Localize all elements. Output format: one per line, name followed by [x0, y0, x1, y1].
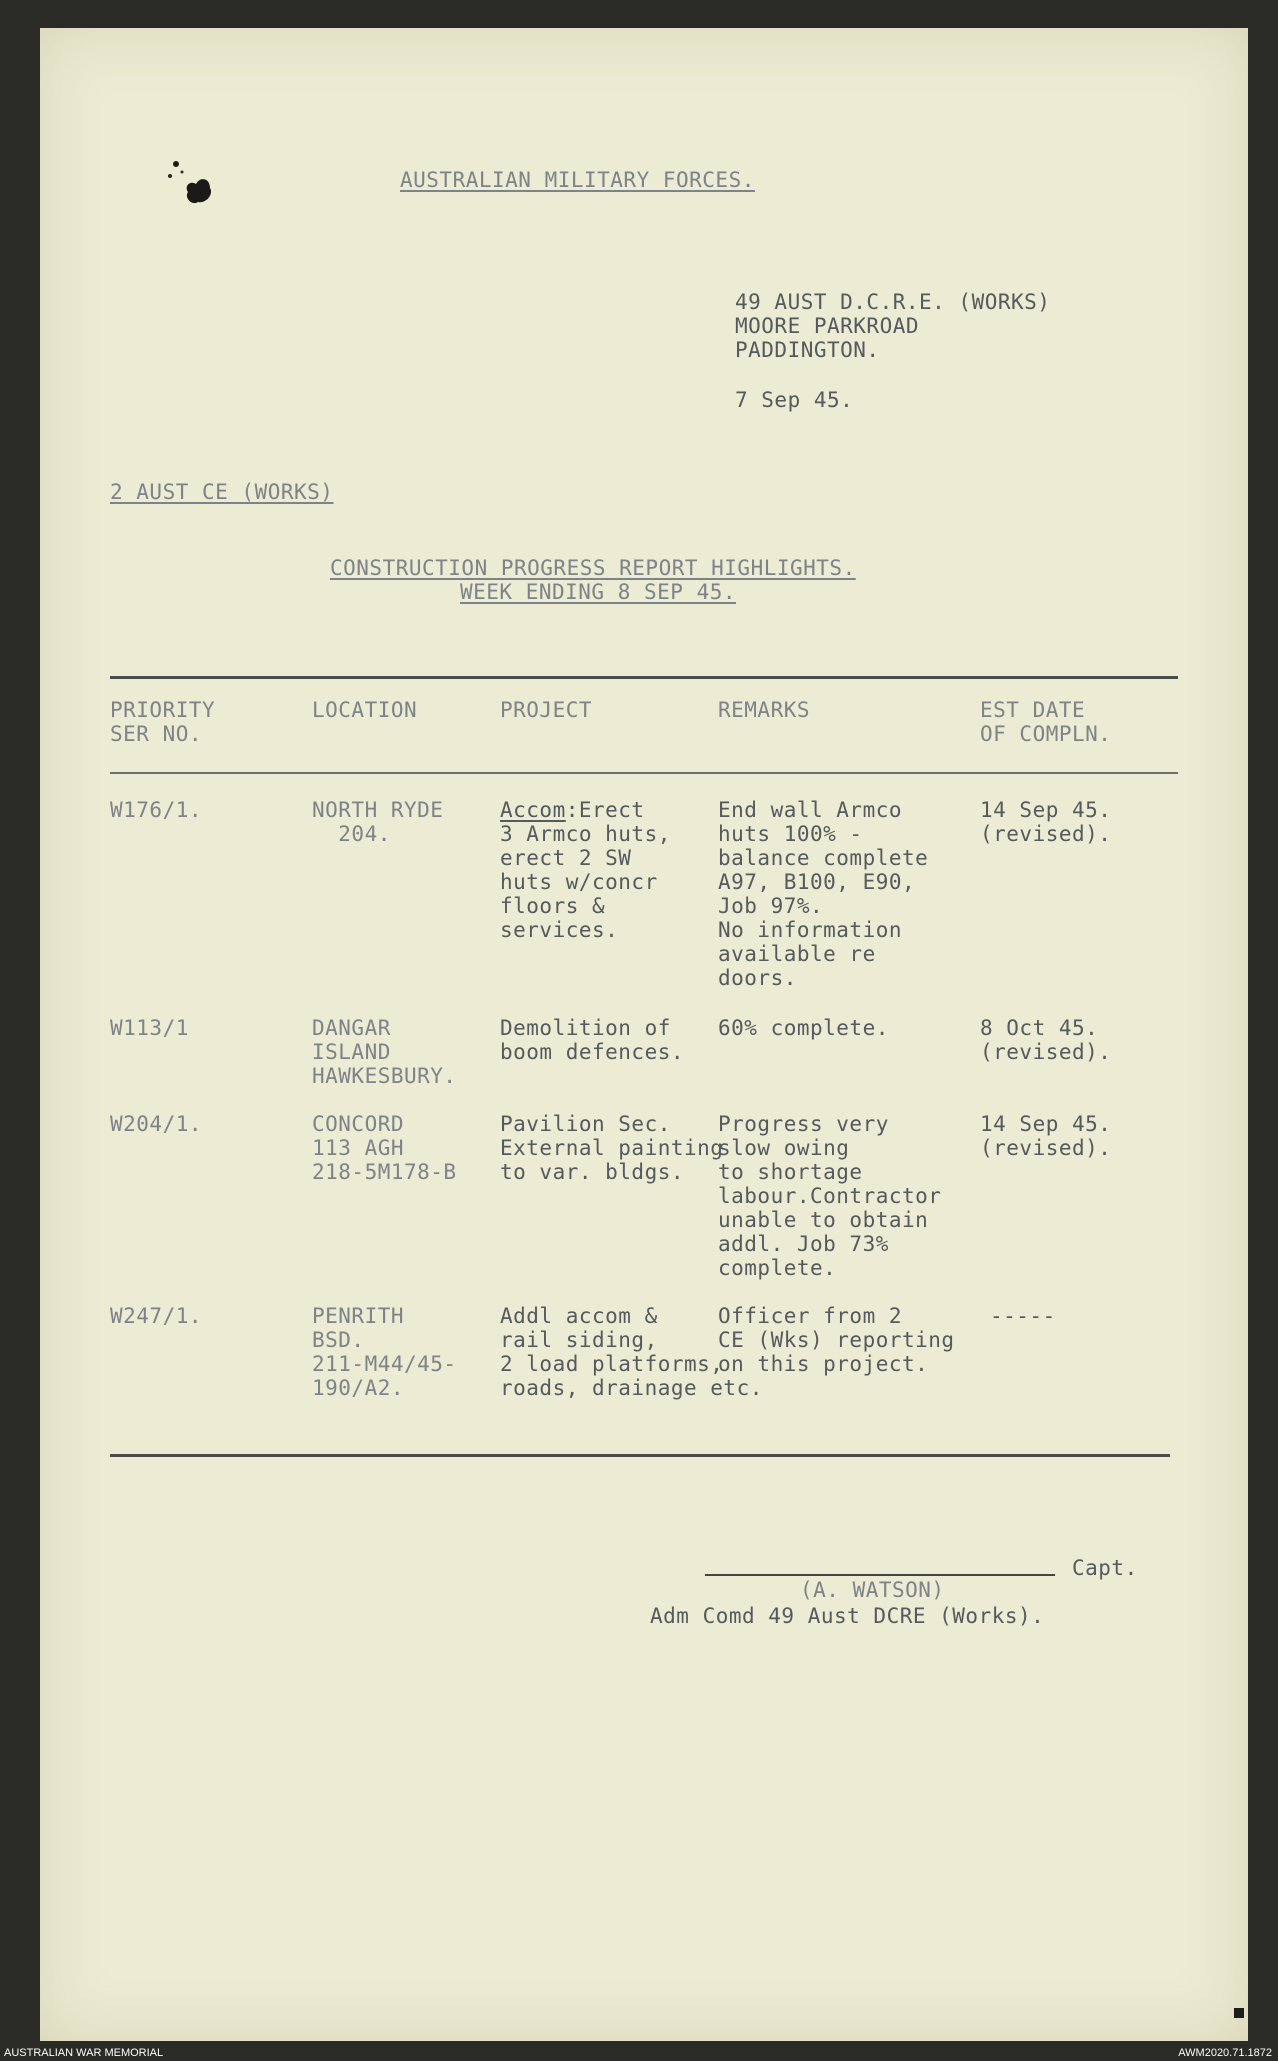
row-4-project: Addl accom & rail siding, 2 load platforms, roads, drainage etc. [500, 1304, 763, 1400]
row-1-remarks: End wall Armco huts 100% - balance complete A97, B100, E90, Job 97%. No information available re doors. [718, 798, 929, 990]
recipient: 2 AUST CE (WORKS) [110, 480, 334, 504]
row-1-project-text: :Erect 3 Armco huts, erect 2 SW huts w/concr floors & services. [500, 798, 671, 942]
ink-stain-icon [148, 146, 228, 226]
row-2-remarks: 60% complete. [718, 1016, 889, 1040]
row-4-est-date: ----- [990, 1304, 1056, 1328]
row-2-project: Demolition of boom defences. [500, 1016, 685, 1064]
header-est-date: EST DATE OF COMPLN. [980, 698, 1112, 746]
document-header: AUSTRALIAN MILITARY FORCES. [400, 168, 755, 192]
row-3-location: CONCORD 113 AGH 218-5M178-B [312, 1112, 457, 1184]
header-remarks: REMARKS [718, 698, 811, 722]
row-1-est-date: 14 Sep 45. (revised). [980, 798, 1112, 846]
report-subtitle: WEEK ENDING 8 SEP 45. [460, 580, 737, 604]
report-title: CONSTRUCTION PROGRESS REPORT HIGHLIGHTS. [330, 556, 856, 580]
header-project: PROJECT [500, 698, 593, 722]
document-date: 7 Sep 45. [735, 388, 854, 412]
table-top-rule [110, 676, 1178, 679]
row-3-project: Pavilion Sec. External painting to var. bldgs. [500, 1112, 724, 1184]
row-4-location: PENRITH BSD. 211-M44/45- 190/A2. [312, 1304, 457, 1400]
address-line-2: MOORE PARKROAD [735, 314, 920, 338]
table-bottom-rule [110, 1454, 1170, 1457]
footer-archive-name: AUSTRALIAN WAR MEMORIAL [4, 2047, 164, 2059]
row-3-remarks: Progress very slow owing to shortage labour.Contractor unable to obtain addl. Job 73% complete. [718, 1112, 942, 1280]
row-1-priority: W176/1. [110, 798, 203, 822]
signature-name: (A. WATSON) [800, 1578, 945, 1602]
signature-line [705, 1574, 1055, 1576]
signature-title: Adm Comd 49 Aust DCRE (Works). [650, 1604, 1045, 1628]
row-2-location: DANGAR ISLAND HAWKESBURY. [312, 1016, 457, 1088]
signature-rank: Capt. [1072, 1556, 1138, 1580]
address-line-3: PADDINGTON. [735, 338, 880, 362]
document-page [40, 28, 1248, 2041]
row-1-project [500, 798, 671, 942]
table-header-rule [110, 772, 1178, 774]
row-3-est-date: 14 Sep 45. (revised). [980, 1112, 1112, 1160]
row-4-priority: W247/1. [110, 1304, 203, 1328]
page-corner-mark [1234, 2008, 1244, 2018]
row-2-priority: W113/1 [110, 1016, 189, 1040]
address-line-1: 49 AUST D.C.R.E. (WORKS) [735, 290, 1051, 314]
row-1-project-heading: Accom [500, 798, 566, 822]
header-location: LOCATION [312, 698, 418, 722]
footer-accession-number: AWM2020.71.1872 [1178, 2047, 1272, 2059]
row-1-location: NORTH RYDE 204. [312, 798, 444, 846]
header-priority: PRIORITY SER NO. [110, 698, 216, 746]
row-2-est-date: 8 Oct 45. (revised). [980, 1016, 1112, 1064]
row-4-remarks: Officer from 2 CE (Wks) reporting on this project. [718, 1304, 955, 1376]
row-3-priority: W204/1. [110, 1112, 203, 1136]
